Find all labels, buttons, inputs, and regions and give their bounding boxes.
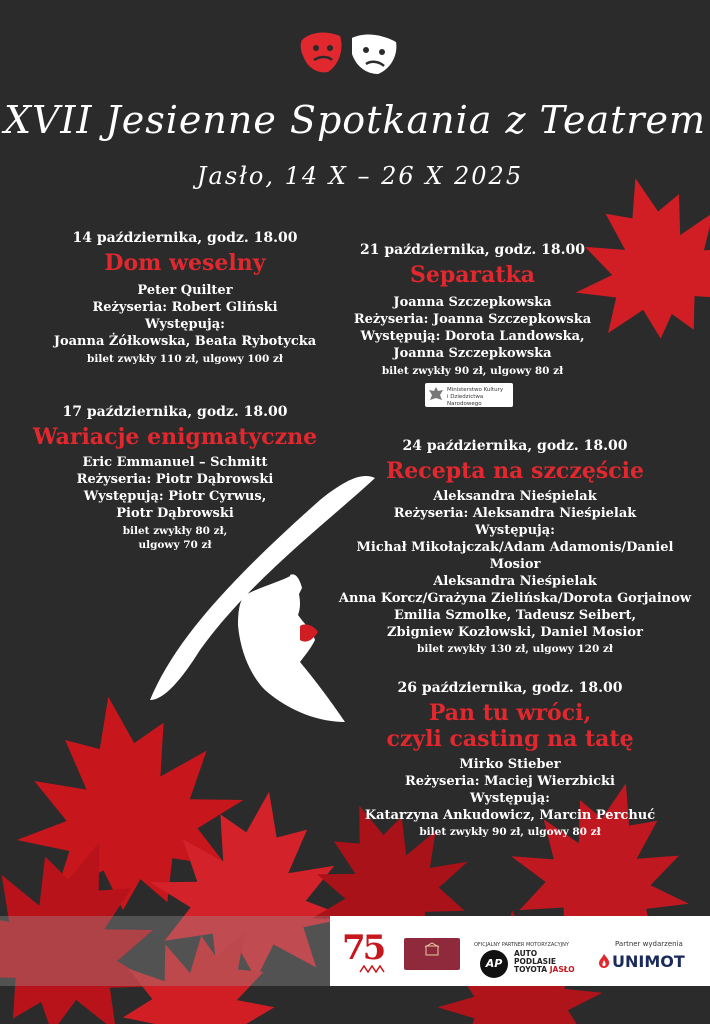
- toyota-text: TOYOTA: [514, 965, 548, 974]
- event-cast-label: Występują:: [145, 317, 225, 332]
- event-dom-weselny: [30, 230, 340, 366]
- event-price: bilet zwykły 110 zł, ulgowy 100 zł: [87, 353, 283, 365]
- event-director: Reżyseria: Aleksandra Nieśpielak: [393, 506, 637, 521]
- ministry-logo: [425, 383, 513, 407]
- auto-line2: PODLASIE: [514, 957, 556, 966]
- anniversary-number: 75: [342, 928, 384, 968]
- event-director: Reżyseria: Robert Gliński: [92, 300, 278, 315]
- theatre-masks-icon: [300, 30, 400, 76]
- event-date: 24 października, godz. 18.00: [402, 438, 628, 454]
- event-title: Separatka: [409, 262, 536, 288]
- ministry-line1: Ministerstwo Kultury: [447, 387, 504, 393]
- auto-line1: AUTO: [514, 949, 538, 958]
- event-separatka: [340, 242, 605, 378]
- event-date: 21 października, godz. 18.00: [360, 242, 585, 258]
- auto-podlasie-text: [514, 950, 575, 974]
- cultural-center-logo: [404, 938, 460, 970]
- event-price-line1: bilet zwykły 80 zł,: [122, 525, 228, 537]
- event-title: Recepta na szczęście: [386, 458, 644, 484]
- event-cast: Zbigniew Kozłowski, Daniel Mosior: [387, 625, 643, 640]
- event-author: Peter Quilter: [137, 283, 233, 298]
- event-cast: Joanna Szczepkowska: [393, 346, 552, 361]
- festival-title: XVII Jesienne Spotkania z Teatrem: [3, 98, 707, 142]
- festival-subtitle-block: [160, 162, 560, 190]
- ministry-name: [447, 387, 513, 408]
- event-price: bilet zwykły 90 zł, ulgowy 80 zł: [419, 826, 601, 838]
- event-date: 17 października, godz. 18.00: [62, 404, 288, 420]
- event-price: bilet zwykły 130 zł, ulgowy 120 zł: [417, 643, 613, 655]
- event-title: Wariacje enigmatyczne: [32, 424, 318, 450]
- event-cast-label: Występują:: [470, 791, 550, 806]
- event-title-line1: Pan tu wróci,: [428, 700, 592, 726]
- event-cast: Michał Mikołajczak/Adam Adamonis/Daniel Mosior: [356, 540, 674, 572]
- eagle-emblem-icon: [428, 386, 444, 404]
- event-author: Aleksandra Nieśpielak: [433, 489, 597, 504]
- event-date: 26 października, godz. 18.00: [397, 680, 623, 696]
- event-cast-label: Występują: Dorota Landowska,: [360, 329, 585, 344]
- event-author: Joanna Szczepkowska: [393, 295, 552, 310]
- event-author: Mirko Stieber: [459, 757, 561, 772]
- event-director: Reżyseria: Piotr Dąbrowski: [76, 472, 274, 487]
- ap-mark: AP: [485, 957, 503, 970]
- partner-moto-label: OFICJALNY PARTNER MOTORYZACYJNY: [474, 942, 569, 948]
- flame-icon: [598, 954, 610, 968]
- event-cast: Anna Korcz/Grażyna Zielińska/Dorota Gorjainow: [338, 591, 692, 606]
- sponsor-bar: [330, 916, 710, 986]
- event-cast: Piotr Dąbrowski: [116, 506, 234, 521]
- event-author: Eric Emmanuel – Schmitt: [82, 455, 268, 470]
- event-recepta-na-szczescie: [330, 438, 700, 656]
- event-title: Dom weselny: [104, 250, 266, 276]
- festival-title-block: [0, 98, 710, 142]
- event-cast-label: Występują:: [475, 523, 555, 538]
- event-cast-label: Występują: Piotr Cyrwus,: [83, 489, 267, 504]
- laurel-icon: [358, 964, 388, 974]
- event-director: Reżyseria: Maciej Wierzbicki: [404, 774, 615, 789]
- event-wariacje-enigmatyczne: [20, 404, 330, 552]
- festival-subtitle: Jasło, 14 X – 26 X 2025: [196, 162, 524, 190]
- grey-band: [0, 916, 330, 986]
- event-price-line2: ulgowy 70 zł: [138, 539, 212, 551]
- ministry-line2: i Dziedzictwa Narodowego: [447, 394, 484, 407]
- event-price: bilet zwykły 90 zł, ulgowy 80 zł: [381, 365, 564, 377]
- event-cast: Katarzyna Ankudowicz, Marcin Perchuć: [364, 808, 656, 823]
- anniversary-logo: [340, 926, 398, 976]
- event-date: 14 października, godz. 18.00: [72, 230, 298, 246]
- auto-city: JASŁO: [549, 965, 575, 974]
- lips: [300, 624, 318, 641]
- auto-line3: [514, 966, 575, 974]
- unimot-logo: UNIMOT: [612, 952, 685, 971]
- ap-logo-icon: [480, 950, 508, 978]
- event-title-line2: czyli casting na tatę: [386, 726, 634, 752]
- event-director: Reżyseria: Joanna Szczepkowska: [353, 312, 592, 327]
- event-cast: Aleksandra Nieśpielak: [433, 574, 597, 589]
- event-cast: Joanna Żółkowska, Beata Rybotycka: [53, 334, 317, 349]
- event-pan-tu-wroci: [340, 680, 680, 839]
- event-partner-label: Partner wydarzenia: [615, 940, 683, 948]
- event-cast: Emilia Szmolke, Tadeusz Seibert,: [393, 608, 637, 623]
- building-icon: [424, 942, 440, 956]
